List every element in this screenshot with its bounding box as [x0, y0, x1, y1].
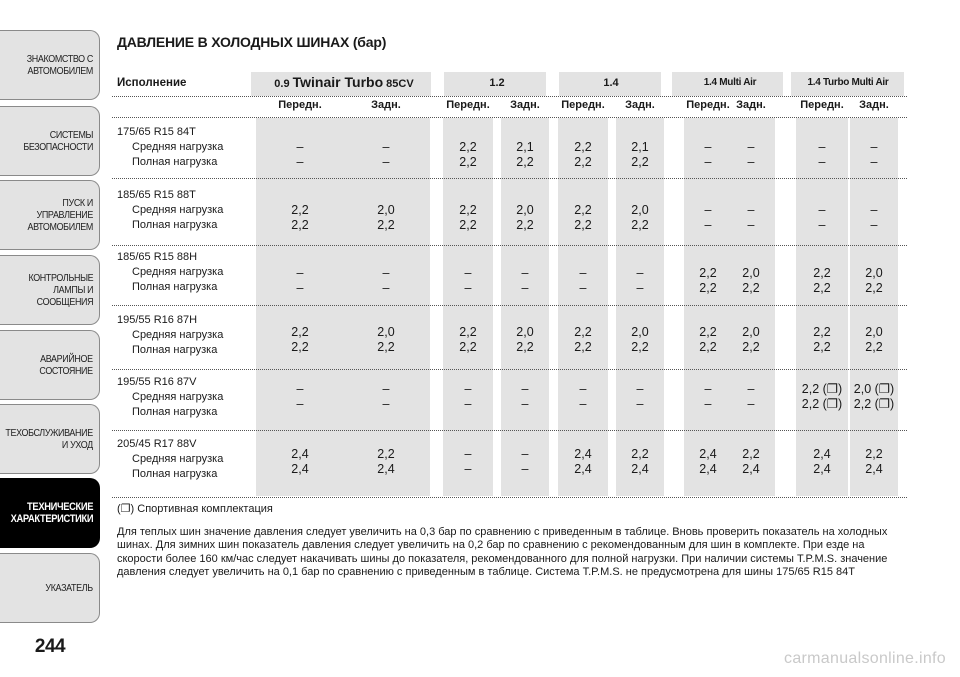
pressure-cell: – –	[382, 140, 390, 169]
row-divider	[112, 369, 907, 370]
pressure-cell: – –	[747, 140, 755, 169]
pressure-note: Для теплых шин значение давления следует увеличить на 0,3 бар по сравнению с приведенным в таблице. Вновь проверить показатель на холодных шинах. Для зимних шин показатель давления следует увеличить на 0,2 бар по сравнению с рекомендованным для шин в комплекте. При езде на скорости более 160 км/час следует накачивать шины до показателя, рекомендованного для полной нагрузки. При наличии системы T.P.M.S. значение давления следует увеличить на 0,1 бар по сравнению с приведенным в таблице. Система T.P.M.S. не предусмотрена для шины 175/65 R15 84T	[117, 526, 888, 579]
pressure-cell: 2,2 2,2	[699, 266, 717, 295]
load-full: Полная нагрузка	[132, 156, 218, 168]
pressure-cell: 2,2 2,2	[459, 325, 477, 354]
front-axle-header: Передн.	[800, 99, 844, 111]
pressure-cell: – –	[579, 382, 587, 411]
pressure-cell: 2,1 2,2	[631, 140, 649, 169]
load-medium: Средняя нагрузка	[132, 141, 224, 153]
pressure-cell: 2,0 2,2	[631, 325, 649, 354]
row-divider	[112, 245, 907, 246]
pressure-cell: 2,2 2,4	[742, 447, 760, 476]
engine-name: 1.4	[603, 77, 619, 89]
tire-size-label	[117, 375, 223, 420]
pressure-cell: 2,0 2,2	[516, 203, 534, 232]
front-axle-header: Передн.	[446, 99, 490, 111]
front-axle-header: Передн.	[686, 99, 730, 111]
sidebar-tab-label: УКАЗАТЕЛЬ	[45, 582, 93, 594]
pressure-cell: – –	[636, 266, 644, 295]
sidebar-tab-3[interactable]	[0, 180, 100, 250]
load-full: Полная нагрузка	[132, 468, 218, 480]
tire-size: 205/45 R17 88V	[117, 438, 197, 450]
load-medium: Средняя нагрузка	[132, 391, 224, 403]
pressure-cell: – –	[704, 140, 712, 169]
pressure-cell: 2,0 2,2	[865, 325, 883, 354]
row-divider	[112, 178, 907, 179]
value-column-bg	[850, 118, 898, 496]
tire-size-label	[117, 437, 223, 482]
pressure-cell: 2,2 2,2	[459, 140, 477, 169]
pressure-cell: 2,2 2,2	[459, 203, 477, 232]
sidebar-tab-label: ТЕХОБСЛУЖИВАНИЕ И УХОД	[5, 427, 93, 451]
value-column-bg	[684, 118, 732, 496]
page-title: ДАВЛЕНИЕ В ХОЛОДНЫХ ШИНАХ (бар)	[117, 34, 387, 50]
pressure-cell: – –	[870, 203, 878, 232]
pressure-cell: 2,4 2,4	[291, 447, 309, 476]
pressure-cell: 2,2 2,4	[865, 447, 883, 476]
engine-name: Twinair Turbo	[292, 74, 384, 90]
front-axle-header: Передн.	[561, 99, 605, 111]
pressure-cell: – –	[818, 140, 826, 169]
tire-size-label	[117, 188, 223, 233]
value-column-bg	[501, 118, 549, 496]
sidebar-tab-label: АВАРИЙНОЕ СОСТОЯНИЕ	[39, 353, 93, 377]
engine-name: 1.4 Turbo Multi Air	[807, 77, 889, 88]
pressure-cell: – –	[636, 382, 644, 411]
pressure-cell: 2,0 2,2	[865, 266, 883, 295]
sidebar-tab-label: ПУСК И УПРАВЛЕНИЕ АВТОМОБИЛЕМ	[27, 197, 94, 233]
pressure-cell: – –	[521, 447, 529, 476]
pressure-cell: 2,0 2,2	[742, 325, 760, 354]
value-column-bg	[256, 118, 344, 496]
value-column-bg	[616, 118, 664, 496]
value-column-bg	[727, 118, 775, 496]
version-header: Исполнение	[117, 77, 187, 89]
sidebar-tab-6[interactable]	[0, 404, 100, 474]
pressure-cell: 2,2 2,2	[574, 203, 592, 232]
page-number: 244	[34, 636, 66, 657]
load-full: Полная нагрузка	[132, 281, 218, 293]
pressure-cell: 2,1 2,2	[516, 140, 534, 169]
pressure-cell: – –	[747, 382, 755, 411]
row-divider	[112, 430, 907, 431]
pressure-cell: 2,0 2,2	[631, 203, 649, 232]
pressure-cell: 2,4 2,4	[574, 447, 592, 476]
sidebar-tab-label: СИСТЕМЫ БЕЗОПАСНОСТИ	[23, 129, 93, 153]
chapter-sidebar	[0, 0, 102, 640]
pressure-cell: 2,0 (❐) 2,2 (❐)	[853, 382, 895, 411]
load-medium: Средняя нагрузка	[132, 329, 224, 341]
engine-name: 1.4 Multi Air	[703, 77, 757, 88]
pressure-cell: – –	[704, 203, 712, 232]
pressure-cell: 2,4 2,4	[699, 447, 717, 476]
engine-name: 1.2	[489, 77, 505, 89]
engine-suffix: 85CV	[383, 78, 414, 90]
engine-header	[778, 77, 918, 88]
pressure-cell: – –	[382, 266, 390, 295]
watermark: carmanualsonline.info	[784, 650, 946, 667]
row-divider	[112, 497, 907, 498]
rear-axle-header: Задн.	[859, 99, 889, 111]
load-full: Полная нагрузка	[132, 219, 218, 231]
load-medium: Средняя нагрузка	[132, 266, 224, 278]
pressure-cell: 2,4 2,4	[813, 447, 831, 476]
value-column-bg	[443, 118, 493, 496]
value-column-bg	[796, 118, 848, 496]
load-full: Полная нагрузка	[132, 406, 218, 418]
sidebar-tab-7[interactable]	[0, 478, 100, 548]
tire-size: 185/65 R15 88T	[117, 189, 196, 201]
pressure-cell: 2,0 2,2	[377, 325, 395, 354]
pressure-cell: 2,2 2,2	[813, 266, 831, 295]
pressure-cell: – –	[464, 447, 472, 476]
tire-size: 195/55 R16 87H	[117, 314, 198, 326]
load-medium: Средняя нагрузка	[132, 204, 224, 216]
load-medium: Средняя нагрузка	[132, 453, 224, 465]
rear-axle-header: Задн.	[510, 99, 540, 111]
row-divider	[112, 305, 907, 306]
sidebar-tab-1[interactable]	[0, 30, 100, 100]
pressure-cell: – –	[870, 140, 878, 169]
pressure-cell: – –	[296, 266, 304, 295]
engine-header	[274, 74, 414, 90]
pressure-cell: 2,0 2,2	[377, 203, 395, 232]
pressure-cell: 2,2 2,2	[291, 325, 309, 354]
sidebar-tab-4[interactable]	[0, 255, 100, 325]
sidebar-tab-label: ТЕХНИЧЕСКИЕ ХАРАКТЕРИСТИКИ	[10, 501, 93, 525]
pressure-cell: 2,2 2,2	[574, 325, 592, 354]
pressure-cell: – –	[464, 266, 472, 295]
sidebar-tab-label: ЗНАКОМСТВО С АВТОМОБИЛЕМ	[26, 53, 94, 77]
engine-prefix: 0.9	[274, 78, 293, 90]
tire-size: 175/65 R15 84T	[117, 126, 196, 138]
pressure-cell: 2,2 2,2	[291, 203, 309, 232]
pressure-cell: 2,2 2,4	[631, 447, 649, 476]
value-column-bg	[342, 118, 430, 496]
sidebar-tab-label: КОНТРОЛЬНЫЕ ЛАМПЫ И СООБЩЕНИЯ	[28, 272, 93, 308]
footnote: (❐) Спортивная комплектация	[117, 503, 273, 515]
pressure-cell: – –	[579, 266, 587, 295]
rear-axle-header: Задн.	[736, 99, 766, 111]
rear-axle-header: Задн.	[371, 99, 401, 111]
pressure-cell: – –	[704, 382, 712, 411]
tire-size: 185/65 R15 88H	[117, 251, 198, 263]
pressure-cell: – –	[382, 382, 390, 411]
pressure-cell: 2,2 2,4	[377, 447, 395, 476]
pressure-cell: 2,2 2,2	[699, 325, 717, 354]
row-divider	[112, 117, 907, 118]
row-divider	[112, 96, 907, 97]
pressure-cell: 2,2 2,2	[574, 140, 592, 169]
pressure-cell: 2,2 2,2	[813, 325, 831, 354]
pressure-cell: – –	[747, 203, 755, 232]
rear-axle-header: Задн.	[625, 99, 655, 111]
load-full: Полная нагрузка	[132, 344, 218, 356]
pressure-cell: – –	[464, 382, 472, 411]
pressure-cell: – –	[296, 382, 304, 411]
pressure-cell: 2,0 2,2	[516, 325, 534, 354]
pressure-cell: – –	[521, 382, 529, 411]
pressure-cell: – –	[818, 203, 826, 232]
sidebar-tab-5[interactable]	[0, 330, 100, 400]
tire-size-label	[117, 125, 223, 170]
tire-size: 195/55 R16 87V	[117, 376, 197, 388]
front-axle-header: Передн.	[278, 99, 322, 111]
value-column-bg	[558, 118, 608, 496]
tire-size-label	[117, 250, 223, 295]
pressure-cell: – –	[521, 266, 529, 295]
pressure-cell: 2,0 2,2	[742, 266, 760, 295]
tire-size-label	[117, 313, 223, 358]
sidebar-tab-8[interactable]	[0, 553, 100, 623]
pressure-cell: 2,2 (❐) 2,2 (❐)	[801, 382, 843, 411]
pressure-cell: – –	[296, 140, 304, 169]
sidebar-tab-2[interactable]	[0, 106, 100, 176]
